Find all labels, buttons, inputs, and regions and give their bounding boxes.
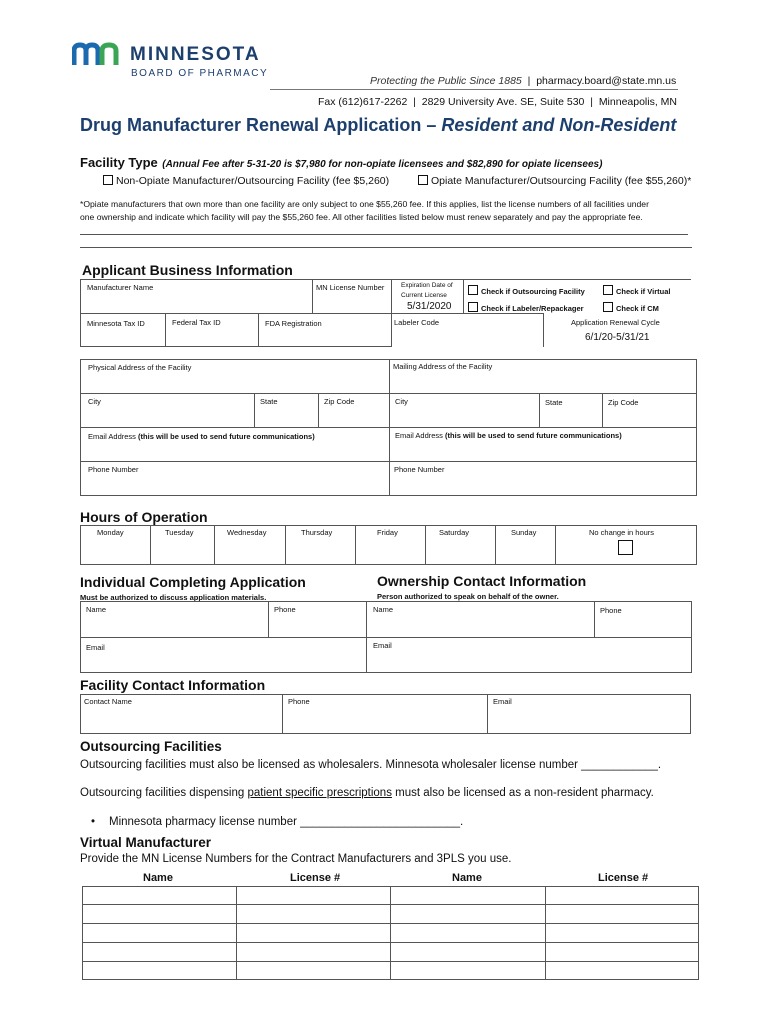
physical-email-field[interactable]: Email Address (this will be used to send future communications) [88, 432, 315, 441]
applicant-section-title: Applicant Business Information [82, 262, 293, 278]
labeler-check[interactable]: Check if Labeler/Repackager [468, 302, 584, 313]
mailing-state-field[interactable]: State [545, 398, 563, 407]
physical-city-field[interactable]: City [88, 397, 101, 406]
header-contact-line: Protecting the Public Since 1885 | pharmacy.board@state.mn.us [370, 75, 677, 87]
labeler-checkbox[interactable] [468, 302, 478, 312]
col-header-name-1: Name [143, 872, 173, 884]
mailing-address-field[interactable]: Mailing Address of the Facility [393, 362, 493, 371]
virtual-check[interactable]: Check if Virtual [603, 285, 670, 296]
opiate-option[interactable]: Opiate Manufacturer/Outsourcing Facility (fee $55,260)* [418, 175, 691, 187]
physical-state-field[interactable]: State [260, 397, 278, 406]
non-opiate-option[interactable]: Non-Opiate Manufacturer/Outsourcing Facility (fee $5,260) [103, 175, 389, 187]
mailing-email-field[interactable]: Email Address (this will be used to send future communications) [395, 431, 622, 440]
outsourcing-check[interactable]: Check if Outsourcing Facility [468, 285, 585, 296]
fax: Fax (612)617-2262 [318, 96, 408, 108]
facility-list-line-1[interactable] [80, 234, 688, 235]
opiate-checkbox[interactable] [418, 175, 428, 185]
expiration-date-value: 5/31/2020 [407, 301, 452, 312]
outsourcing-pharmacy-line: Outsourcing facilities dispensing patient specific prescriptions must also be licensed as a non-resident pharmacy. [80, 787, 654, 799]
no-change-label: No change in hours [589, 528, 655, 537]
facility-contact-title: Facility Contact Information [80, 677, 266, 693]
hours-thursday[interactable]: Thursday [301, 528, 333, 537]
patient-specific-link[interactable]: patient specific prescriptions [247, 787, 392, 799]
outsourcing-wholesaler-line: Outsourcing facilities must also be licensed as wholesalers. Minnesota wholesaler license number ____________. [80, 759, 662, 771]
individual-phone-field[interactable]: Phone [274, 605, 296, 614]
ownership-email-field[interactable]: Email [373, 641, 392, 650]
col-header-license-2: License # [598, 872, 649, 884]
mn-tax-id-field[interactable]: Minnesota Tax ID [87, 319, 145, 328]
cm-checkbox[interactable] [603, 302, 613, 312]
facility-list-line-2[interactable] [80, 247, 692, 248]
physical-zip-field[interactable]: Zip Code [324, 397, 355, 406]
hours-monday[interactable]: Monday [97, 528, 124, 537]
col-header-name-2: Name [452, 872, 482, 884]
motto: Protecting the Public Since 1885 [370, 75, 522, 87]
contact-name-field[interactable]: Contact Name [84, 697, 132, 706]
city: Minneapolis, MN [598, 96, 678, 108]
no-change-checkbox[interactable] [618, 540, 633, 555]
federal-tax-id-field[interactable]: Federal Tax ID [172, 318, 221, 327]
ownership-section-title: Ownership Contact Information [377, 573, 587, 589]
individual-subtitle: Must be authorized to discuss application materials. [80, 593, 267, 602]
expiration-date-label: Expiration Date of Current License [401, 282, 453, 299]
pharmacy-license-bullet: • Minnesota pharmacy license number _________________________. [91, 816, 464, 828]
table-row[interactable] [82, 923, 699, 924]
header-address-line: Fax (612)617-2262 | 2829 University Ave. SE, Suite 530 | Minneapolis, MN [318, 96, 678, 108]
mn-logo-icon [72, 41, 122, 67]
mailing-city-field[interactable]: City [395, 397, 408, 406]
renewal-cycle-label: Application Renewal Cycle [571, 318, 660, 327]
individual-email-field[interactable]: Email [86, 643, 105, 652]
outsourcing-title: Outsourcing Facilities [80, 739, 222, 754]
board-email: pharmacy.board@state.mn.us [536, 75, 677, 87]
manufacturer-name-field[interactable]: Manufacturer Name [87, 283, 154, 292]
outsourcing-checkbox[interactable] [468, 285, 478, 295]
table-row[interactable] [82, 961, 699, 962]
hours-friday[interactable]: Friday [377, 528, 398, 537]
virtual-description: Provide the MN License Numbers for the Contract Manufacturers and 3PLS you use. [80, 853, 512, 865]
ownership-name-field[interactable]: Name [373, 605, 394, 614]
ownership-subtitle: Person authorized to speak on behalf of the owner. [377, 592, 559, 601]
virtual-title: Virtual Manufacturer [80, 835, 212, 850]
cm-check[interactable]: Check if CM [603, 302, 659, 313]
renewal-cycle-value: 6/1/20-5/31/21 [585, 332, 650, 343]
virtual-checkbox[interactable] [603, 285, 613, 295]
mailing-phone-field[interactable]: Phone Number [394, 465, 445, 474]
mailing-zip-field[interactable]: Zip Code [608, 398, 639, 407]
individual-name-field[interactable]: Name [86, 605, 107, 614]
col-header-license-1: License # [290, 872, 341, 884]
hours-sunday[interactable]: Sunday [511, 528, 537, 537]
hours-section-title: Hours of Operation [80, 509, 208, 525]
page-title: Drug Manufacturer Renewal Application – Resident and Non-Resident [80, 115, 677, 135]
logo-subtitle: BOARD OF PHARMACY [131, 68, 269, 79]
table-row[interactable] [82, 904, 699, 905]
contact-email-field[interactable]: Email [493, 697, 512, 706]
physical-address-field[interactable]: Physical Address of the Facility [88, 363, 192, 372]
facility-type-heading: Facility Type (Annual Fee after 5-31-20 is $7,980 for non-opiate licensees and $82,890 for opiate licensees) [80, 155, 603, 170]
physical-phone-field[interactable]: Phone Number [88, 465, 139, 474]
mn-license-number-field[interactable]: MN License Number [316, 283, 385, 292]
logo-name: MINNESOTA [130, 44, 261, 65]
contact-phone-field[interactable]: Phone [288, 697, 310, 706]
hours-tuesday[interactable]: Tuesday [165, 528, 194, 537]
labeler-code-field[interactable]: Labeler Code [394, 318, 440, 327]
non-opiate-checkbox[interactable] [103, 175, 113, 185]
individual-section-title: Individual Completing Application [80, 574, 306, 590]
hours-wednesday[interactable]: Wednesday [227, 528, 267, 537]
opiate-note: *Opiate manufacturers that own more than one facility are only subject to one $55,260 fee. If this applies, list the license numbers of all facilities under one ownership and indicate which facility will pay the $55,260 fee. All other facilities listed below must renew separately and pay the appropriate fee. [80, 199, 649, 222]
address: 2829 University Ave. SE, Suite 530 [421, 96, 585, 108]
fda-registration-field[interactable]: FDA Registration [265, 319, 322, 328]
hours-saturday[interactable]: Saturday [439, 528, 470, 537]
facility-contact-box [80, 694, 691, 734]
table-row[interactable] [82, 942, 699, 943]
ownership-phone-field[interactable]: Phone [600, 606, 622, 615]
